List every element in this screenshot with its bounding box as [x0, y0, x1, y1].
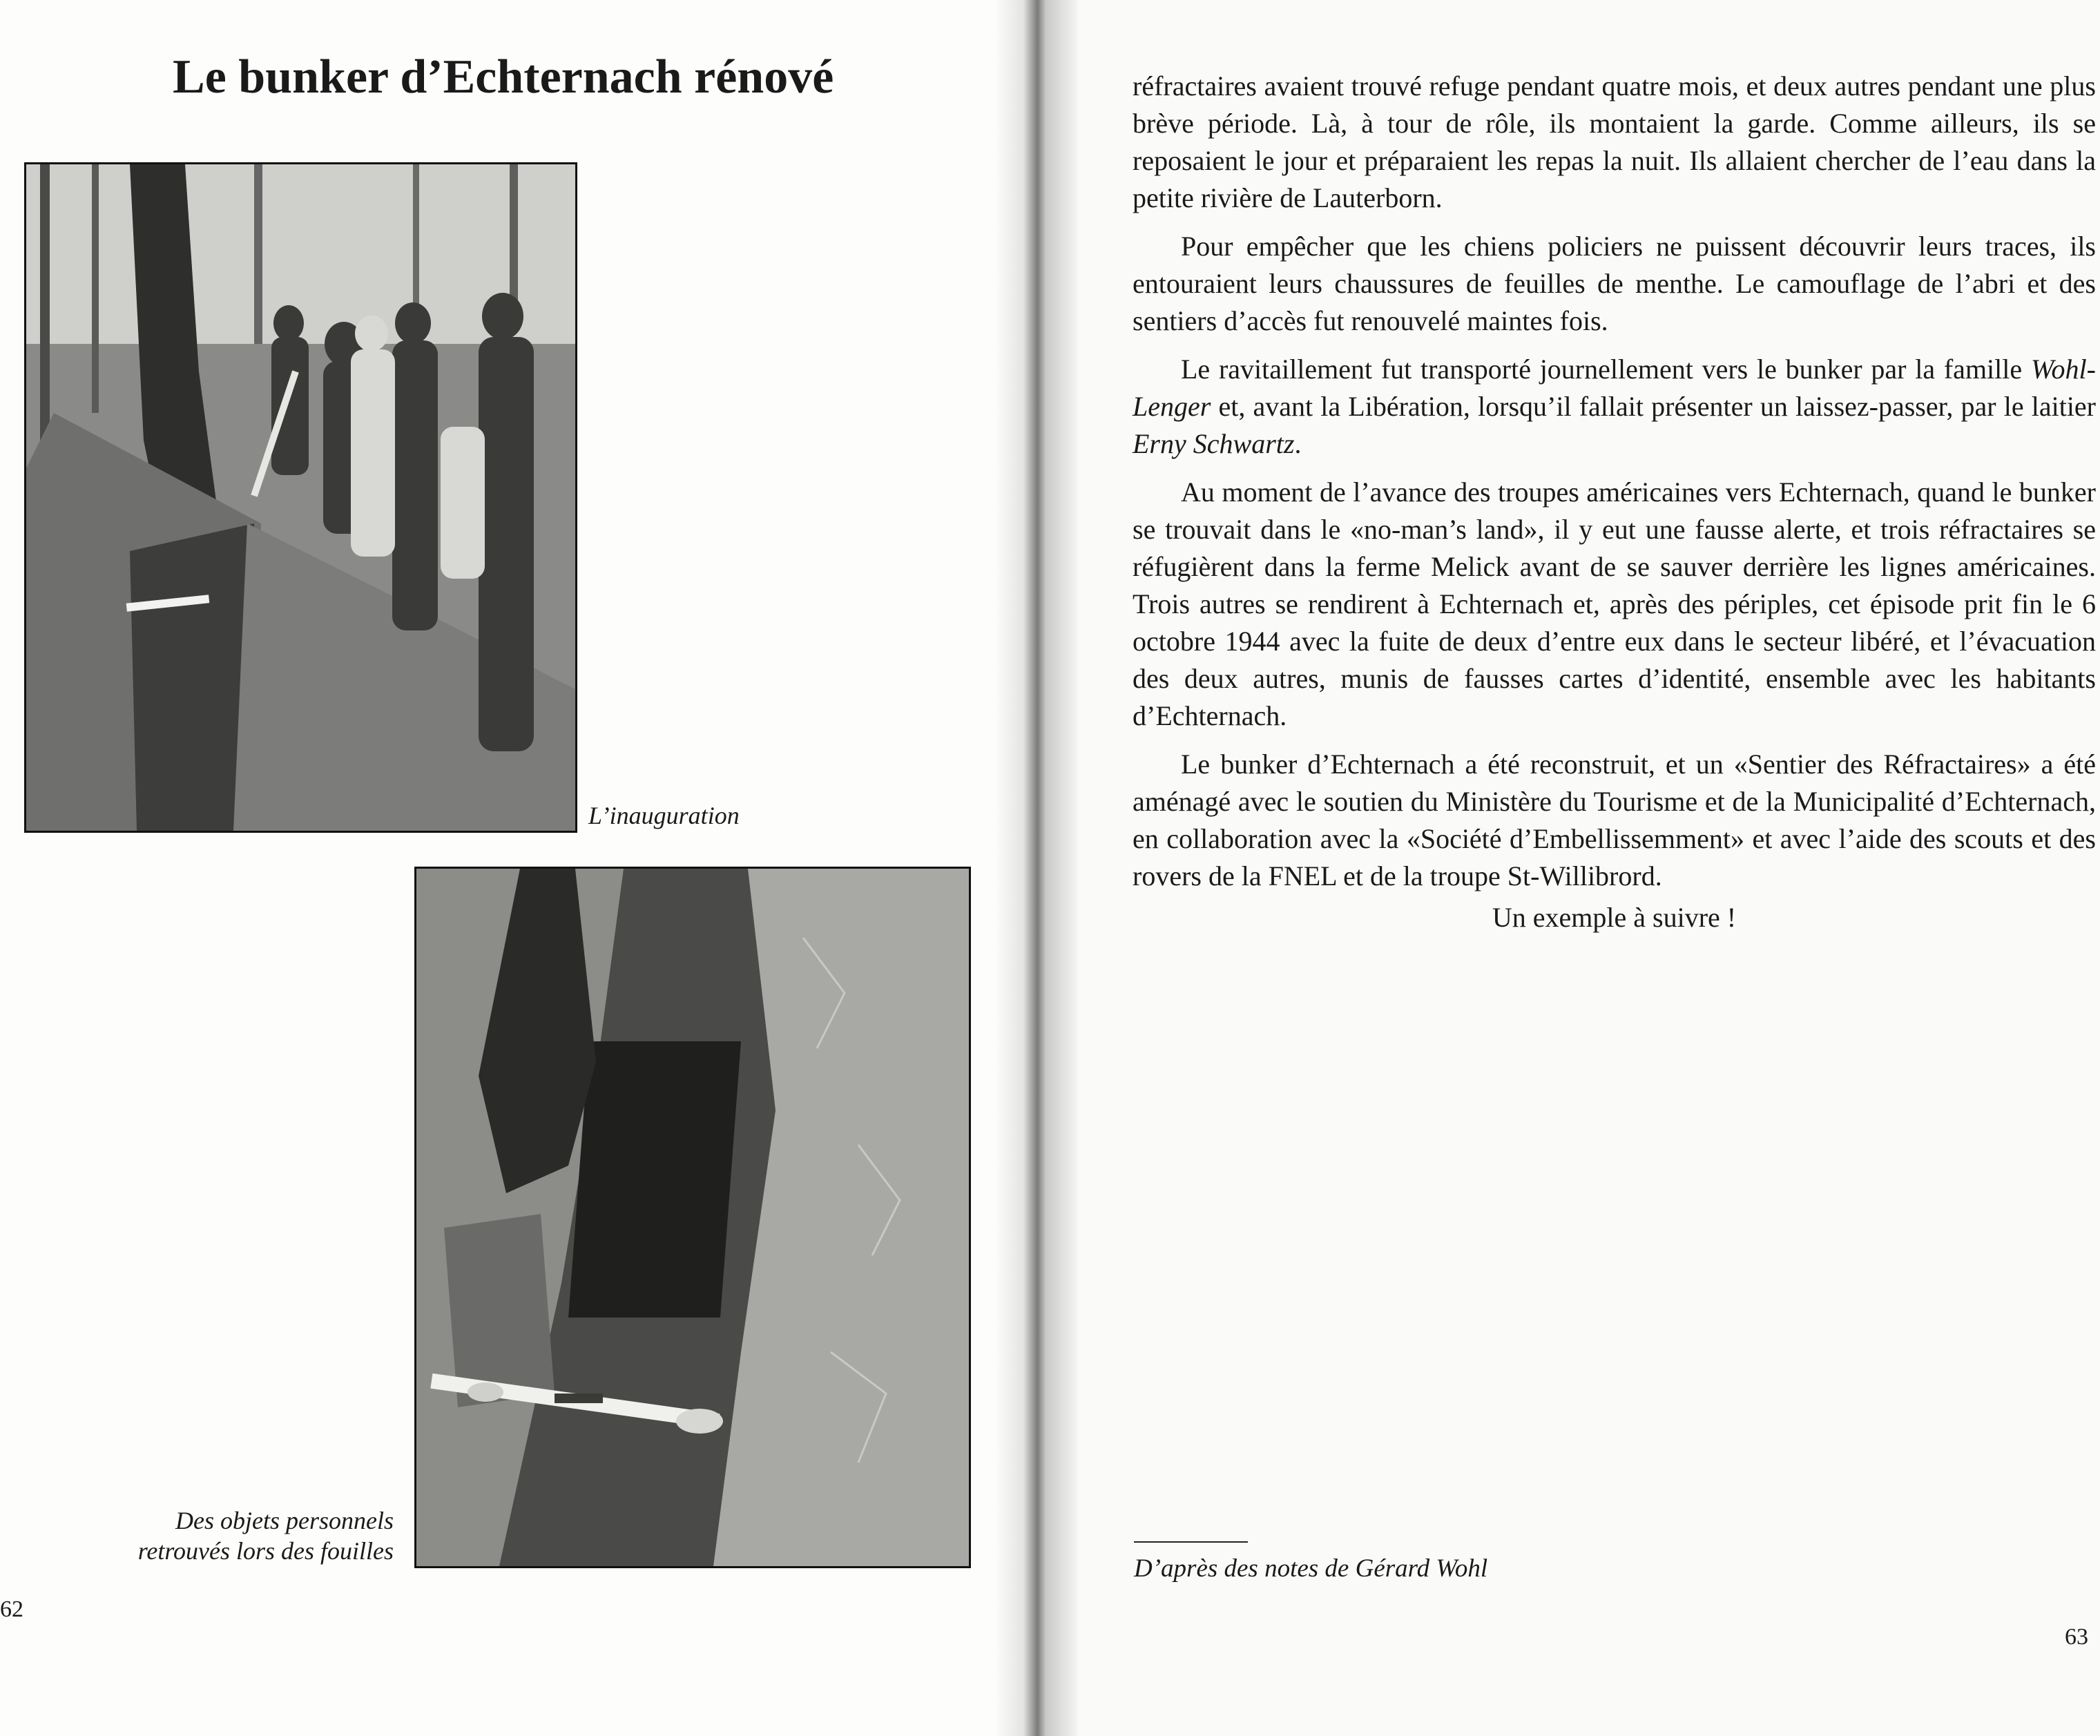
book-gutter-shadow [994, 0, 1077, 1736]
photo-caption-inauguration: L’inauguration [588, 802, 740, 829]
caption-line-2: retrouvés lors des fouilles [137, 1537, 394, 1565]
photo-caption-excavation [104, 1505, 394, 1566]
page-title: Le bunker d’Echternach rénové [173, 50, 834, 104]
paragraph-2: Pour empêcher que les chiens policiers ne puissent découvrir leurs traces, ils entouraient leurs chaussures de feuilles de menthe. Le camouflage de l’abri et des sentiers d’accès fut renouvelé maintes fois. [1133, 231, 2096, 336]
paragraph-5: Le bunker d’Echternach a été reconstruit, et un «Sentier des Réfractaires» a été aménagé avec le soutien du Ministère du Tourisme et de la Municipalité d’Echternach, en collaboration avec la «Société d’Embellissemment» et avec l’aide des scouts et des rovers de la FNEL et de la troupe St-Willibrord. [1133, 749, 2096, 891]
article-body [1133, 68, 2096, 936]
paragraph-1: réfractaires avaient trouvé refuge pendant quatre mois, et deux autres pendant une plus brève période. Là, à tour de rôle, ils montaient la garde. Comme ailleurs, ils se reposaient le jour et préparaient les repas la nuit. Ils allaient chercher de l’eau dans la petite rivière de Lauterborn. [1133, 70, 2096, 213]
left-page [0, 0, 1015, 1736]
paragraph-3-part-c: . [1294, 428, 1302, 459]
page-number-right: 63 [2065, 1624, 2088, 1650]
name-wohl-lenger: Wohl-Lenger [1133, 354, 2096, 422]
paragraph-3-part-b: et, avant la Libération, lorsqu’il fallait présenter un laissez-passer, par le laitier [1211, 391, 2096, 422]
footnote-rule [1134, 1541, 1248, 1543]
caption-line-1: Des objets personnels [175, 1507, 394, 1534]
closing-line: Un exemple à suivre ! [1492, 902, 1737, 933]
page-number-left: 62 [0, 1597, 23, 1622]
inauguration-photo [24, 162, 577, 833]
paragraph-4: Au moment de l’avance des troupes américaines vers Echternach, quand le bunker se trouvait dans le «no-man’s land», il y eut une fausse alerte, et trois réfractaires se réfugièrent dans la ferme Melick avant de se sauver derrière les lignes américaines. Trois autres se rendirent à Echternach et, après des périples, cet épisode prit fin le 6 octobre 1944 avec la fuite de deux d’entre eux dans le secteur libéré, et l’évacuation des deux autres, munis de fausses cartes d’identité, ensemble avec les habitants d’Echternach. [1133, 476, 2096, 731]
name-erny-schwartz: Erny Schwartz [1133, 428, 1295, 459]
excavation-photo [414, 867, 971, 1568]
source-credit: D’après des notes de Gérard Wohl [1134, 1554, 1488, 1583]
paragraph-3 [1133, 351, 2096, 463]
paragraph-3-part-a: Le ravitaillement fut transporté journellement vers le bunker par la famille [1181, 354, 2031, 385]
